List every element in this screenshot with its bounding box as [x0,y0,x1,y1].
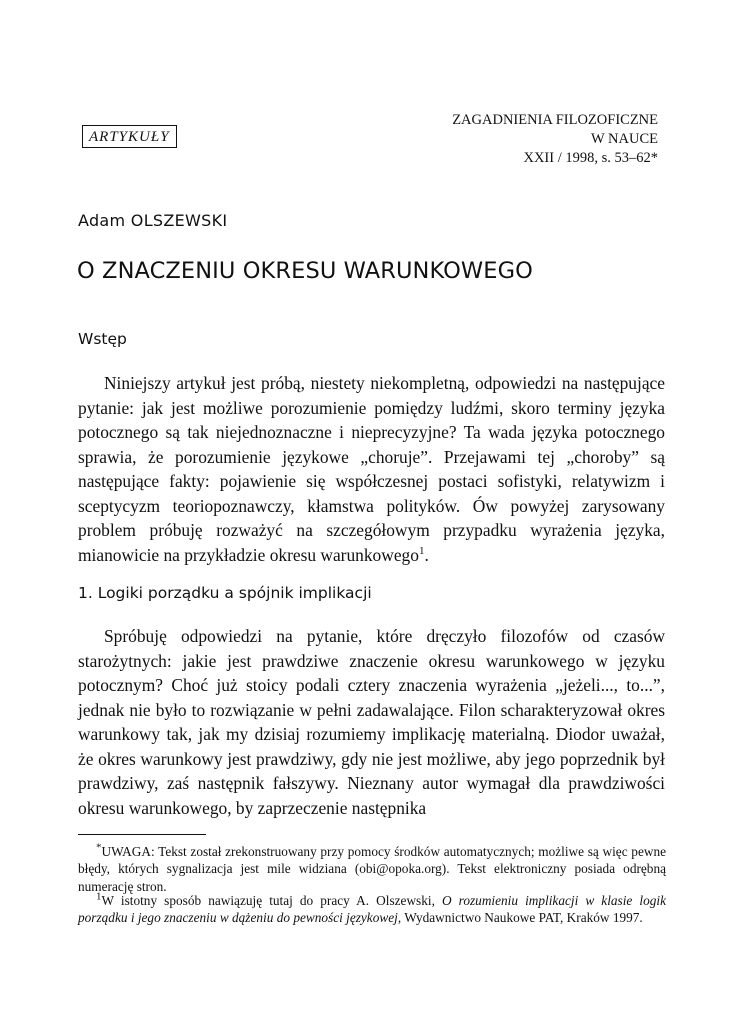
section-1-heading: 1. Logiki porządku a spójnik implikacji [78,584,372,602]
footnote-1-text-start: W istotny sposób nawiązuję tutaj do pracy A. Olszewski, [101,893,442,908]
footnote-star-text: UWAGA: Tekst został zrekonstruowany przy pomocy środków automatycznych; możliwe są więc pewne błędy, których sygnalizacja jest mile widziana (obi@opoka.org). Tekst elektroniczny posiada odrębną numerację stron. [78,844,666,894]
footnote-divider [78,834,206,835]
article-title: O ZNACZENIU OKRESU WARUNKOWEGO [77,258,533,284]
journal-volume: XXII / 1998, s. 53–62* [523,150,658,166]
intro-end: . [424,544,429,565]
footnote-ref-1[interactable]: 1 [418,544,425,557]
intro-paragraph [78,371,665,567]
intro-heading: Wstęp [78,330,127,348]
section-label-box [82,125,177,148]
journal-name-line1: ZAGADNIENIA FILOZOFICZNE [452,112,658,128]
section-1-paragraph: Spróbuję odpowiedzi na pytanie, które dręczyło filozofów od czasów starożytnych: jakie jest prawdziwe znaczenie okresu warunkowego w języku potocznym? Choć już stoicy podali cztery znaczenia wyrażenia „jeżeli..., to...”, jednak nie było to rozwiązanie w pełni zadawalające. Filon scharakteryzował okres warunkowy tak, jak my dzisiaj rozumiemy implikację materialną. Diodor uważał, że okres warunkowy jest prawdziwy, gdy nie jest możliwe, aby jego poprzednik był prawdziwy, zaś następnik fałszywy. Nieznany autor wymagał dla prawdziwości okresu warunkowego, by zaprzeczenie następnika [78,626,665,818]
footnote-1-cited-title: O rozumieniu implikacji w klasie logik porządku i jego znaczeniu w dążeniu do pewności językowej [78,893,666,926]
journal-name-line2: W NAUCE [591,131,658,147]
journal-info [318,111,658,168]
footnote-1 [78,892,666,927]
article-author: Adam OLSZEWSKI [78,211,228,230]
intro-text: Niniejszy artykuł jest próbą, niestety niekompletną, odpowiedzi na następujące pytanie: jak jest możliwe porozumienie pomiędzy ludźmi, skoro terminy języka potocznego są tak niejednoznaczne i nieprecyzyjne? Ta wada języka potocznego sprawia, że porozumienie językowe „choruje”. Przejawami tej „choroby” są następujące fakty: pojawienie się współczesnej postaci sofistyki, relatywizm i sceptycyzm teoriopoznawczy, kłamstwa polityków. Ów powyżej zarysowany problem próbuję rozważyć na szczegółowym przypadku wyrażenia języka, mianowicie na przykładzie okresu warunkowego [78,373,665,565]
footnote-star-mark: * [96,841,102,854]
footnote-1-text-end: , Wydawnictwo Naukowe PAT, Kraków 1997. [397,910,643,926]
footnote-star [78,843,666,895]
footnote-1-mark: 1 [96,890,102,903]
section-label: ARTYKUŁY [89,129,170,145]
